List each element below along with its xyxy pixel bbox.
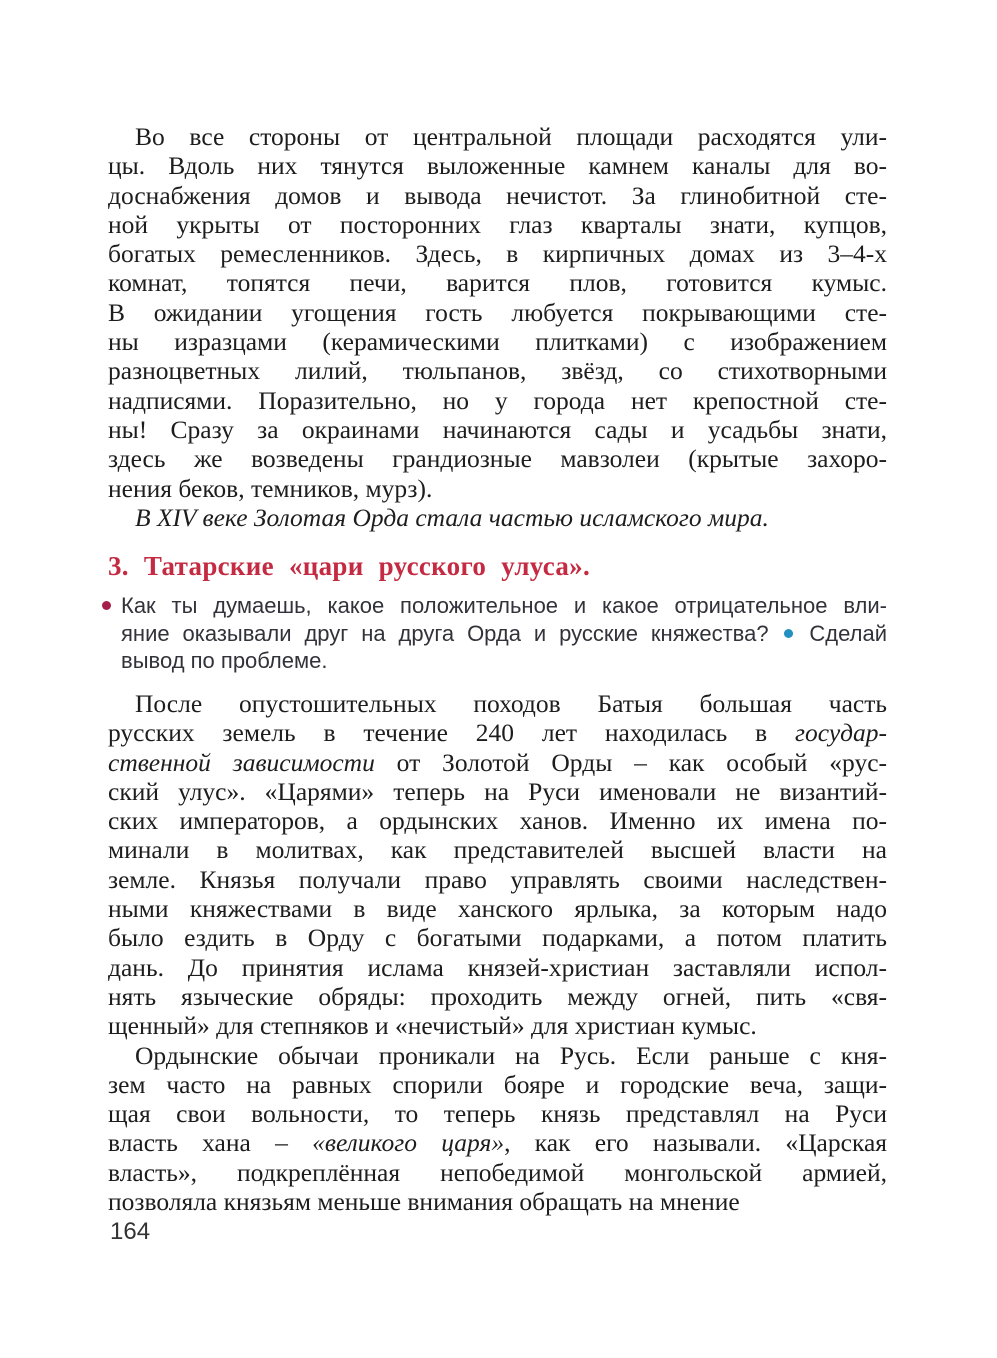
text-segment: ны! Сразу за окраинами начинаются сады и усадьбы знати,: [108, 414, 887, 444]
text-segment: щенный» для степняков и «нечистый» для христиан кумыс.: [108, 1011, 757, 1041]
text-segment: позволяла князьям меньше внимания обращать на мнение: [108, 1186, 740, 1216]
text-segment: земле. Князья получали право управлять своими наследствен-: [108, 864, 887, 894]
text-segment: власть хана –: [108, 1128, 313, 1158]
text-segment: нять языческие обряды: проходить между огней, пить «свя-: [108, 981, 887, 1011]
bullet-icon-red: [102, 601, 111, 610]
text-segment: зем часто на равных спорили бояре и городские веча, защи-: [108, 1069, 887, 1099]
text-segment: здесь же возведены грандиозные мавзолеи (крытые захоро-: [108, 444, 887, 474]
text-segment: ских императоров, а ордынских ханов. Именно их имена по-: [108, 806, 887, 836]
text-segment: цы. Вдоль них тянутся выложенные камнем каналы для во-: [108, 151, 887, 181]
paragraph-russian-ulus: [108, 689, 887, 1041]
italic-text: ственной зависимости: [108, 747, 375, 777]
text-segment: ными княжествами в виде ханского ярлыка, за которым надо: [108, 894, 887, 924]
text-segment: надписями. Поразительно, но у города нет крепостной сте-: [108, 385, 887, 415]
paragraph-horde-customs: [108, 1041, 887, 1217]
text-line: [108, 748, 887, 777]
text-line: [108, 835, 887, 864]
italic-text: государ-: [795, 718, 887, 748]
text-line: [108, 982, 887, 1011]
text-segment: Как ты думаешь, какое положительное и какое отрицательное вли-: [121, 593, 887, 619]
text-segment: Сделай: [796, 620, 887, 646]
paragraph-city-description: [108, 122, 887, 503]
section-heading: 3. Татарские «цари русского улуса».: [108, 551, 591, 582]
text-line: [108, 151, 887, 180]
text-segment: В ожидании угощения гость любуется покрывающими сте-: [108, 297, 887, 327]
text-line: [108, 356, 887, 385]
text-line: [108, 122, 887, 151]
text-line: [108, 503, 887, 532]
text-line: [108, 1128, 887, 1157]
text-line: [108, 806, 887, 835]
text-segment: нения беков, темников, мурз).: [108, 473, 433, 503]
text-segment: ны изразцами (керамическими плитками) с изображением: [108, 327, 887, 357]
text-line: [108, 777, 887, 806]
text-segment: яние оказывали друг на друга Орда и русские княжества?: [121, 620, 782, 646]
text-line: [108, 210, 887, 239]
text-line: [108, 718, 887, 747]
text-segment: вывод по проблеме.: [121, 648, 328, 674]
text-segment: ский улус». «Царями» теперь на Руси именовали не византий-: [108, 776, 887, 806]
text-segment: было ездить в Орду с богатыми подарками, а потом платить: [108, 923, 887, 953]
text-line: [108, 181, 887, 210]
text-segment: комнат, топятся печи, варится плов, готовится кумыс.: [108, 268, 887, 298]
text-line: [108, 1158, 887, 1187]
text-segment: Ордынские обычаи проникали на Русь. Если раньше с кня-: [135, 1040, 887, 1070]
text-line: [108, 865, 887, 894]
italic-note: [108, 503, 887, 532]
text-line: [108, 444, 887, 473]
text-line: [108, 1187, 887, 1216]
text-segment: доснабжения домов и вывода нечистот. За глинобитной сте-: [108, 180, 887, 210]
text-segment: В XIV веке Золотая Орда стала частью исламского мира.: [135, 502, 769, 532]
text-line: [121, 620, 887, 648]
bullet-icon-blue: [784, 629, 793, 638]
text-segment: разноцветных лилий, тюльпанов, звёзд, со стихотворными: [108, 356, 887, 386]
text-line: [108, 268, 887, 297]
italic-text: «великого царя»: [312, 1128, 505, 1158]
text-segment: от Золотой Орды – как особый «рус-: [374, 747, 888, 777]
text-line: [121, 592, 887, 620]
text-segment: щая свои вольности, то теперь князь представлял на Руси: [108, 1099, 887, 1129]
page-number: 164: [110, 1218, 151, 1245]
text-line: [108, 689, 887, 718]
text-line: [108, 298, 887, 327]
text-segment: дань. До принятия ислама князей-христиан заставляли испол-: [108, 952, 887, 982]
text-line: [108, 923, 887, 952]
text-line: [108, 1099, 887, 1128]
text-line: [121, 647, 887, 675]
text-segment: Во все стороны от центральной площади расходятся ули-: [135, 122, 887, 151]
text-line: [108, 894, 887, 923]
text-line: [108, 1011, 887, 1040]
text-line: [108, 1070, 887, 1099]
text-line: [108, 239, 887, 268]
text-segment: ной укрыты от посторонних глаз кварталы знати, купцов,: [108, 209, 887, 239]
text-segment: После опустошительных походов Батыя большая часть: [135, 688, 887, 718]
text-segment: богатых ремесленников. Здесь, в кирпичных домах из 3–4-х: [108, 239, 887, 269]
text-line: [108, 327, 887, 356]
text-segment: власть», подкреплённая непобедимой монгольской армией,: [108, 1157, 887, 1187]
question-block: [108, 592, 887, 675]
text-line: [108, 386, 887, 415]
text-segment: , как его называли. «Царская: [504, 1128, 887, 1158]
text-line: [108, 415, 887, 444]
text-segment: минали в молитвах, как представителей высшей власти на: [108, 835, 887, 865]
text-line: [108, 953, 887, 982]
text-column: [108, 122, 887, 1216]
text-segment: русских земель в течение 240 лет находилась в: [108, 718, 796, 748]
text-line: [108, 1041, 887, 1070]
text-line: [108, 474, 887, 503]
